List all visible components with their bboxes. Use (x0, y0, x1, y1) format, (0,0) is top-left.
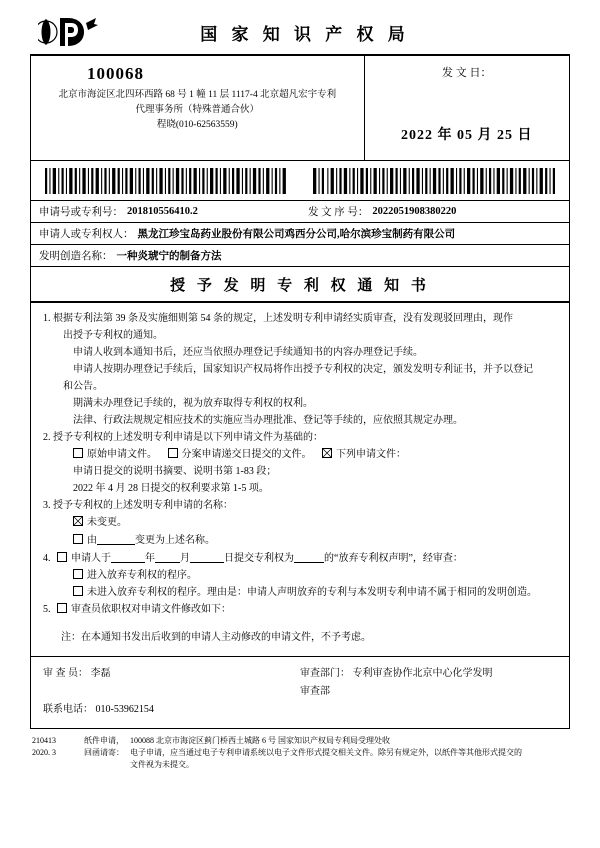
phone-label: 联系电话： (43, 704, 93, 715)
examiner-value: 李磊 (90, 668, 111, 679)
checkbox-divisional-application[interactable] (168, 448, 178, 458)
contact-line: 程晓(010-62563559) (156, 120, 238, 130)
department-label: 审查部门： (300, 668, 350, 679)
clause-4-head (43, 550, 557, 567)
clause-2-options (43, 447, 557, 463)
clause-1-para-4: 法律、行政法规规定相应技术的实施应当办理批准、登记等手续的，应依照其规定办理。 (73, 415, 463, 426)
footer-line-2: 电子申请，应当通过电子专利申请系统以电子文件形式提交相关文件。除另有规定外，以纸件等其他形式提交的 (130, 748, 522, 757)
issue-date-label: 发 文 日： (442, 67, 492, 79)
clause-4-text-3: 月 (180, 553, 190, 564)
department-field (300, 665, 557, 683)
clause-2-sub-2: 2022 年 4 月 28 日提交的权利要求第 1-5 项。 (73, 483, 269, 494)
clause-5-label: 审查员依职权对申请文件修改如下： (71, 604, 231, 615)
clause-3-option-2-suffix: 变更为上述名称。 (135, 535, 215, 546)
document-header (30, 10, 570, 56)
checkbox-waiver-declaration[interactable] (57, 552, 67, 562)
document-body (30, 303, 570, 656)
address-line-2: 代理事务所（特殊普通合伙） (135, 105, 260, 115)
examiner-field (43, 665, 300, 683)
applicant-value: 黑龙江珍宝岛药业股份有限公司鸡西分公司,哈尔滨珍宝制药有限公司 (137, 229, 456, 240)
clause-2-option-2-label: 分案申请递交日提交的文件。 (181, 449, 312, 460)
footer-version-date: 2020. 3 (32, 748, 56, 757)
checkbox-original-application[interactable] (73, 448, 83, 458)
field-serial-number (300, 204, 569, 219)
title-change-from-field[interactable] (97, 532, 135, 545)
checkbox-following-documents[interactable] (322, 448, 332, 458)
footer-code-column (32, 735, 84, 771)
clause-1-para-2: 申请人按期办理登记手续后，国家知识产权局将作出授予专利权的决定，颁发发明专利证书，并予以登记 (73, 364, 533, 375)
waiver-year-field[interactable] (111, 550, 145, 563)
signature-row-3 (43, 701, 557, 719)
application-number-value: 201810556410.2 (127, 206, 198, 217)
department-value: 专利审查协作北京中心化学发明 (352, 668, 493, 679)
invention-title-label: 发明创造名称： (39, 251, 113, 262)
serial-number-value: 2022051908380220 (372, 206, 457, 217)
clause-4-option-2 (43, 585, 557, 601)
barcode-application-number (45, 168, 287, 194)
clause-2-option-3-label: 下列申请文件： (336, 449, 406, 460)
clause-2-head: 2. 授予专利权的上述发明专利申请是以下列申请文件为基础的： (43, 432, 323, 443)
field-applicant (31, 226, 569, 241)
barcode-serial-number (313, 168, 555, 194)
signature-row-2 (43, 683, 557, 701)
cnipa-emblem-icon (38, 15, 100, 49)
clause-1-para-3: 期满未办理登记手续的，视为放弃取得专利权的权利。 (73, 398, 313, 409)
department-value-2: 审查部 (300, 686, 330, 697)
document-footer (30, 729, 570, 771)
checkbox-title-unchanged[interactable] (73, 516, 83, 526)
clause-4-text-1: 申请人于 (71, 553, 111, 564)
clause-4-option-1 (43, 568, 557, 584)
spacer-cell (43, 683, 300, 701)
footer-line-3: 文件视为未提交。 (130, 760, 194, 769)
clause-4-option-1-label: 进入放弃专利权的程序。 (87, 570, 197, 581)
address-and-date-box (30, 56, 570, 161)
footer-line-1: 100088 北京市海淀区蓟门桥西土城路 6 号 国家知识产权局专利局受理处收 (130, 736, 390, 745)
footer-form-code: 210413 (32, 736, 56, 745)
row-applicant (30, 223, 570, 245)
checkbox-title-changed[interactable] (73, 534, 83, 544)
signature-row-1 (43, 665, 557, 683)
row-application-number (30, 201, 570, 223)
office-title: 国 家 知 识 产 权 局 (200, 24, 410, 44)
clause-1-line-2: 出授予专利权的通知。 (63, 330, 163, 341)
footer-label-column (84, 735, 130, 771)
clause-4-text-4: 日提交专利权为 (224, 553, 294, 564)
clause-3-option-2-prefix: 由 (87, 535, 97, 546)
clause-2-sub-1: 申请日提交的说明书摘要、说明书第 1-83 段； (73, 466, 277, 477)
phone-value: 010-53962154 (95, 704, 154, 715)
serial-number-label: 发 文 序 号： (308, 207, 369, 218)
invention-title-value: 一种炎琥宁的制备方法 (116, 251, 222, 262)
clause-3-option-1 (43, 515, 557, 531)
clause-5-head (43, 602, 557, 618)
footer-paper-application-label: 纸件申请，回函请寄： (84, 736, 124, 757)
checkbox-enter-waiver-procedure[interactable] (73, 569, 83, 579)
clause-4-text-2: 年 (145, 553, 155, 564)
clause-5-number: 5. (43, 604, 51, 615)
addressee-block (31, 56, 365, 160)
checkbox-examiner-amendments[interactable] (57, 603, 67, 613)
field-application-number (31, 204, 300, 219)
clause-1-para-1: 申请人收到本通知书后，还应当依照办理登记手续通知书的内容办理登记手续。 (73, 347, 423, 358)
clause-1-line-1: 1. 根据专利法第 39 条及实施细则第 54 条的规定，上述发明专利申请经实质审查，没有发现驳回理由，现作 (43, 313, 513, 324)
footer-text-column (130, 735, 568, 771)
clause-3-option-1-label: 未变更。 (87, 517, 127, 528)
applicant-label: 申请人或专利权人： (39, 229, 134, 240)
signature-spacer-2 (300, 701, 557, 719)
clause-1-para-2b: 和公告。 (63, 381, 103, 392)
examiner-label: 审 查 员： (43, 668, 88, 679)
waiver-month-field[interactable] (155, 550, 180, 563)
clause-3-option-2 (43, 532, 557, 549)
row-invention-title (30, 245, 570, 267)
phone-field (43, 701, 300, 719)
waiver-patent-field[interactable] (294, 550, 324, 563)
barcode-row (30, 161, 570, 201)
clause-4-text-5: 的“放弃专利权声明”，经审查： (324, 553, 463, 564)
address-line-1: 北京市海淀区北四环西路 68 号 1 幢 11 层 1117-4 北京超凡宏宇专利 (58, 90, 337, 100)
field-invention-title (31, 248, 569, 263)
clause-4-number: 4. (43, 553, 51, 564)
clause-2-option-1-label: 原始申请文件。 (87, 449, 157, 460)
checkbox-no-waiver-procedure[interactable] (73, 586, 83, 596)
zipcode: 100068 (87, 64, 144, 83)
issue-date-value: 2022 年 05 月 25 日 (401, 128, 533, 143)
application-number-label: 申请号或专利号： (39, 207, 123, 218)
clause-4-option-2-label: 未进入放弃专利权的程序。理由是：申请人声明放弃的专利与本发明专利申请不属于相同的发明创造。 (87, 587, 537, 598)
waiver-day-field[interactable] (190, 550, 224, 563)
document-title: 授 予 发 明 专 利 权 通 知 书 (30, 267, 570, 303)
clause-3-head: 3. 授予专利权的上述发明专利申请的名称： (43, 500, 233, 511)
issue-date-block (365, 56, 569, 160)
body-note: 注：在本通知书发出后收到的申请人主动修改的申请文件，不予考虑。 (61, 632, 371, 643)
signature-block (30, 657, 570, 729)
